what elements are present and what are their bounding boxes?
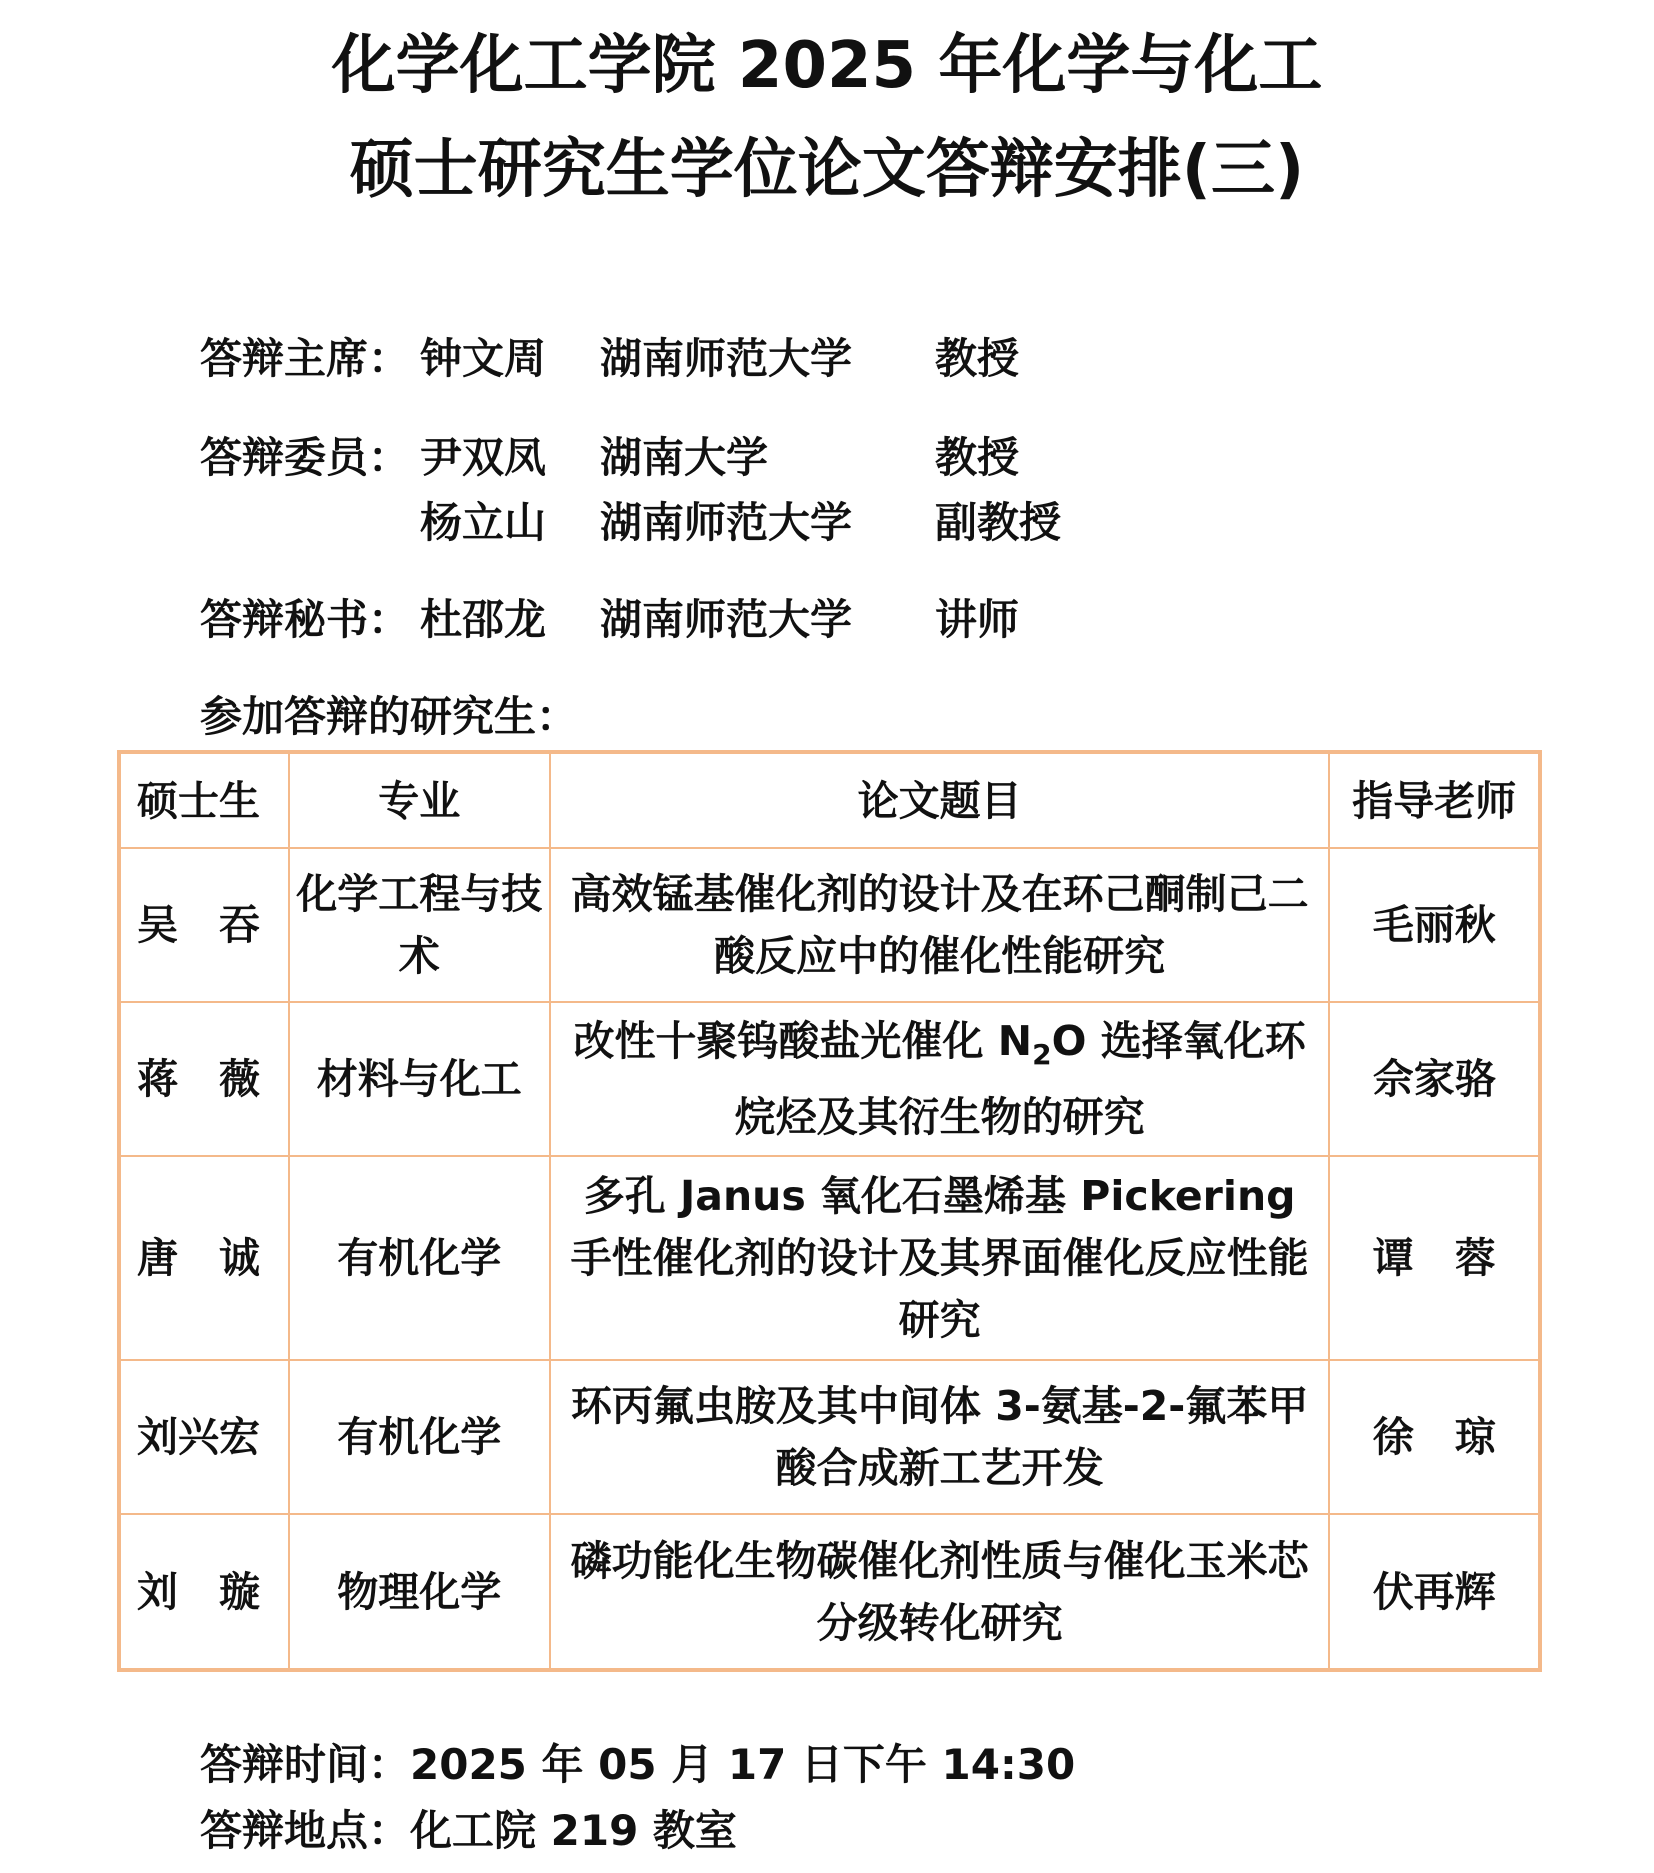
member-institution: 湖南师范大学 — [600, 498, 853, 547]
student-name: 吴 吞 — [119, 848, 289, 1002]
table-row — [119, 848, 1540, 1002]
place-label: 答辩地点： — [200, 1806, 411, 1855]
thesis-title: 多孔 Janus 氧化石墨烯基 Pickering 手性催化剂的设计及其界面催化反应性能研究 — [550, 1156, 1330, 1360]
advisor: 毛丽秋 — [1329, 848, 1540, 1002]
thesis-title: 高效锰基催化剂的设计及在环己酮制己二酸反应中的催化性能研究 — [550, 848, 1330, 1002]
thesis-title: 环丙氟虫胺及其中间体 3-氨基-2-氟苯甲酸合成新工艺开发 — [550, 1360, 1330, 1514]
table-row — [119, 1002, 1540, 1156]
advisor: 徐 琼 — [1329, 1360, 1540, 1514]
secretary-institution: 湖南师范大学 — [600, 595, 853, 644]
page-title-line-1: 化学化工学院 2025 年化学与化工 — [331, 29, 1323, 103]
place-value: 化工院 219 教室 — [410, 1806, 737, 1855]
table-row — [119, 1156, 1540, 1360]
time-label: 答辩时间： — [200, 1740, 411, 1789]
student-name: 刘兴宏 — [119, 1360, 289, 1514]
advisor: 谭 蓉 — [1329, 1156, 1540, 1360]
chair-institution: 湖南师范大学 — [600, 334, 853, 383]
chair-name: 钟文周 — [420, 334, 547, 383]
secretary-title: 讲师 — [935, 595, 1020, 644]
thesis-title: 磷功能化生物碳催化剂性质与催化玉米芯分级转化研究 — [550, 1514, 1330, 1670]
chair-label: 答辩主席： — [200, 334, 411, 383]
major: 物理化学 — [289, 1514, 550, 1670]
thesis-subscript: 2 — [1032, 1038, 1052, 1072]
header-major: 专业 — [289, 752, 550, 848]
defense-place-row — [200, 1806, 737, 1855]
advisor: 佘家骆 — [1329, 1002, 1540, 1156]
student-name: 唐 诚 — [119, 1156, 289, 1360]
member-title: 教授 — [935, 433, 1020, 482]
student-name: 蒋 薇 — [119, 1002, 289, 1156]
member-name: 尹双凤 — [420, 433, 547, 482]
table-row — [119, 1514, 1540, 1670]
member-name: 杨立山 — [420, 498, 547, 547]
table-header-row — [119, 752, 1540, 848]
major: 有机化学 — [289, 1360, 550, 1514]
defense-time-row — [200, 1740, 1076, 1789]
chair-title: 教授 — [935, 334, 1020, 383]
header-advisor: 指导老师 — [1329, 752, 1540, 848]
secretary-label: 答辩秘书： — [200, 595, 411, 644]
header-student: 硕士生 — [119, 752, 289, 848]
member-label: 答辩委员： — [200, 433, 411, 482]
advisor: 伏再辉 — [1329, 1514, 1540, 1670]
major: 化学工程与技术 — [289, 848, 550, 1002]
thesis-title — [550, 1002, 1330, 1156]
thesis-text-pre: 改性十聚钨酸盐光催化 N — [573, 1016, 1033, 1065]
member-title: 副教授 — [935, 498, 1062, 547]
time-value: 2025 年 05 月 17 日下午 14:30 — [410, 1740, 1076, 1789]
thesis-text-post: O 选择氧化环烷烃及其衍生物的研究 — [734, 1016, 1306, 1142]
page-title-line-2: 硕士研究生学位论文答辩安排(三) — [349, 133, 1305, 207]
major: 材料与化工 — [289, 1002, 550, 1156]
major: 有机化学 — [289, 1156, 550, 1360]
student-name: 刘 璇 — [119, 1514, 289, 1670]
header-thesis: 论文题目 — [550, 752, 1330, 848]
defense-schedule-table — [117, 750, 1542, 1672]
secretary-name: 杜邵龙 — [420, 595, 547, 644]
member-institution: 湖南大学 — [600, 433, 769, 482]
table-row — [119, 1360, 1540, 1514]
students-heading: 参加答辩的研究生： — [200, 692, 579, 741]
